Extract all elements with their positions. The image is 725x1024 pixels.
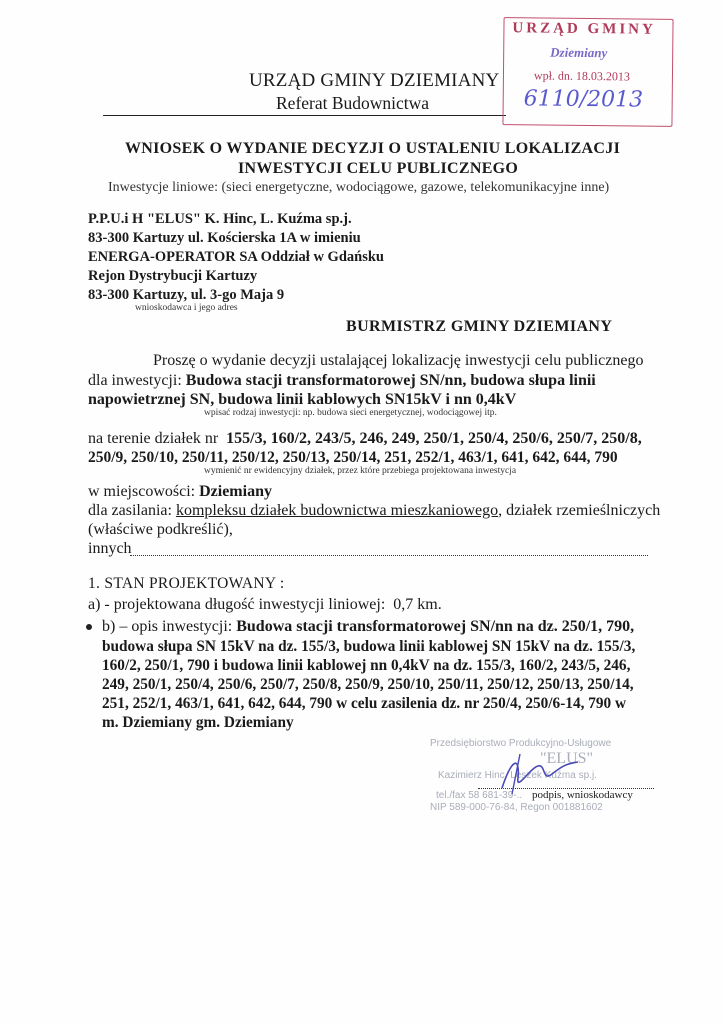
company-stamp-line2: "ELUS" — [540, 750, 594, 767]
registry-stamp: URZĄD GMINY Dziemiany wpł. dn. 18.03.2013 6110/2013 — [502, 17, 673, 127]
supply-underlined: kompleksu działek budownictwa mieszkaniowego — [175, 502, 499, 519]
applicant-line2: 83-300 Kartuzy ul. Kościerska 1A w imieniu — [88, 230, 361, 246]
investment-caption: wpisać rodzaj inwestycji: np. budowa sieci energetycznej, wodociągowej itp. — [204, 408, 497, 418]
investment-desc1: Budowa stacji transformatorowej SN/nn, budowa słupa linii — [185, 372, 596, 389]
section1-b-line5: 251, 252/1, 463/1, 641, 642, 644, 790 w celu zasilenia dz. nr 250/4, 250/6-14, 790 w — [102, 695, 627, 712]
supply-line — [88, 502, 660, 520]
locality-line — [88, 483, 272, 501]
title-line2: INWESTYCJI CELU PUBLICZNEGO — [238, 160, 519, 177]
locality-value: Dziemiany — [199, 483, 272, 500]
section1-b-line1 — [102, 618, 634, 636]
bullet-icon — [86, 624, 92, 630]
investment-line2: napowietrznej SN, budowa linii kablowych SN15kV i nn 0,4kV — [88, 391, 517, 408]
title-line1: WNIOSEK O WYDANIE DECYZJI O USTALENIU LOKALIZACJI — [125, 140, 621, 157]
title-subtitle: Inwestycje liniowe: (sieci energetyczne, wodociągowe, gazowe, telekomunikacyjne inne) — [108, 180, 610, 195]
section1-a-label: a) - projektowana długość inwestycji liniowej: — [88, 596, 386, 613]
company-stamp-line3: Kazimierz Hinc, Leszek Kuźma sp.j. — [438, 770, 597, 781]
section1-a — [88, 596, 442, 614]
locality-prefix: w miejscowości: — [88, 483, 196, 500]
addressee: BURMISTRZ GMINY DZIEMIANY — [346, 318, 613, 335]
parcels-prefix: na terenie działek nr — [88, 430, 219, 447]
company-stamp-line4: tel./fax 58 681-39-.. — [436, 790, 523, 801]
parcels-line2: 250/9, 250/10, 250/11, 250/12, 250/13, 250/14, 251, 252/1, 463/1, 641, 642, 644, 790 — [88, 449, 618, 466]
request-intro: Proszę o wydanie decyzji ustalającej lokalizację inwestycji celu publicznego — [153, 352, 644, 369]
applicant-caption: wnioskodawca i jego adres — [135, 303, 238, 313]
handwritten-number: 6110/2013 — [523, 86, 644, 113]
applicant-line1: P.P.U.i H "ELUS" K. Hinc, L. Kuźma sp.j. — [88, 211, 352, 227]
parcels-list1: 155/3, 160/2, 243/5, 246, 249, 250/1, 250/4, 250/6, 250/7, 250/8, — [226, 430, 642, 447]
section1-b-line3: 160/2, 250/1, 790 i budowa linii kablowej nn 0,4kV na dz. 155/3, 160/2, 243/5, 246, — [102, 657, 631, 674]
supply-rest: , działek rzemieślniczych — [498, 502, 661, 519]
office-name: URZĄD GMINY DZIEMIANY — [249, 70, 500, 91]
department-name: Referat Budownictwa — [276, 93, 430, 113]
header-rule — [103, 115, 506, 116]
applicant-line4: Rejon Dystrybucji Kartuzy — [88, 268, 258, 284]
section1-a-value: 0,7 km. — [393, 596, 442, 613]
other-label: innych — [88, 540, 132, 557]
signature-caption: podpis, wnioskodawcy — [532, 789, 633, 801]
section1-heading: 1. STAN PROJEKTOWANY : — [88, 575, 285, 592]
supply-prefix: dla zasilania: — [88, 502, 172, 519]
parcels-line1 — [88, 430, 642, 448]
section1-b-desc1: Budowa stacji transformatorowej SN/nn na dz. 250/1, 790, — [236, 618, 635, 635]
section1-b-line4: 249, 250/1, 250/4, 250/6, 250/7, 250/8, 250/9, 250/10, 250/11, 250/12, 250/13, 250/14, — [102, 676, 634, 693]
investment-line1 — [88, 372, 596, 390]
section1-b-line6: m. Dziemiany gm. Dziemiany — [102, 714, 294, 731]
company-stamp-line5: NIP 589-000-76-84, Regon 001881602 — [430, 802, 603, 813]
parcels-caption: wymienić nr ewidencyjny działek, przez które przebiega projektowana inwestycja — [204, 466, 517, 476]
section1-b-prefix: b) – opis inwestycji: — [102, 618, 233, 635]
section1-b-line2: budowa słupa SN 15kV na dz. 155/3, budowa linii kablowej SN 15kV na dz. 155/3, — [102, 638, 636, 655]
other-dotted-line — [130, 555, 648, 556]
applicant-line3: ENERGA-OPERATOR SA Oddział w Gdańsku — [88, 249, 384, 265]
applicant-line5: 83-300 Kartuzy, ul. 3-go Maja 9 — [88, 287, 285, 303]
investment-prefix: dla inwestycji: — [88, 372, 182, 389]
company-stamp-line1: Przedsiębiorstwo Produkcyjno-Usługowe — [430, 738, 612, 749]
supply-note: (właściwe podkreślić), — [88, 521, 233, 538]
